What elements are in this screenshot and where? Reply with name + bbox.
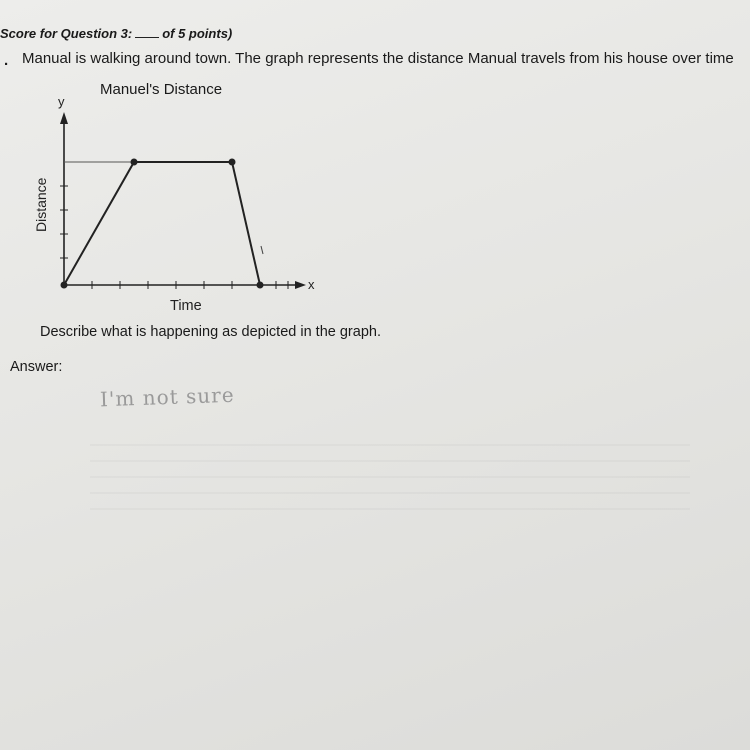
data-point bbox=[61, 282, 68, 289]
data-point bbox=[229, 159, 236, 166]
y-axis-arrow bbox=[60, 112, 68, 124]
x-axis-label: Time bbox=[170, 298, 202, 314]
x-axis-arrow bbox=[295, 281, 306, 289]
score-prefix: Score for Question 3: bbox=[0, 26, 133, 41]
pencil-mark bbox=[261, 246, 263, 254]
question-number: . bbox=[4, 52, 9, 69]
y-axis-label: Distance bbox=[33, 177, 49, 232]
y-axis-letter: y bbox=[58, 94, 65, 109]
x-axis-letter: x bbox=[308, 277, 315, 292]
bleed-through-text bbox=[90, 430, 690, 510]
data-point bbox=[257, 282, 264, 289]
prompt-text: Describe what is happening as depicted in the graph. bbox=[40, 324, 381, 340]
handwritten-answer[interactable]: I'm not sure bbox=[99, 382, 235, 412]
score-suffix: of 5 points) bbox=[162, 26, 233, 41]
distance-line bbox=[64, 162, 260, 285]
distance-time-graph bbox=[0, 0, 750, 330]
data-point bbox=[131, 159, 138, 166]
question-text: Manual is walking around town. The graph represents the distance Manual travels from his house over time bbox=[22, 50, 734, 67]
graph-title: Manuel's Distance bbox=[100, 81, 223, 98]
data-points bbox=[61, 159, 264, 289]
answer-label: Answer: bbox=[10, 359, 63, 375]
